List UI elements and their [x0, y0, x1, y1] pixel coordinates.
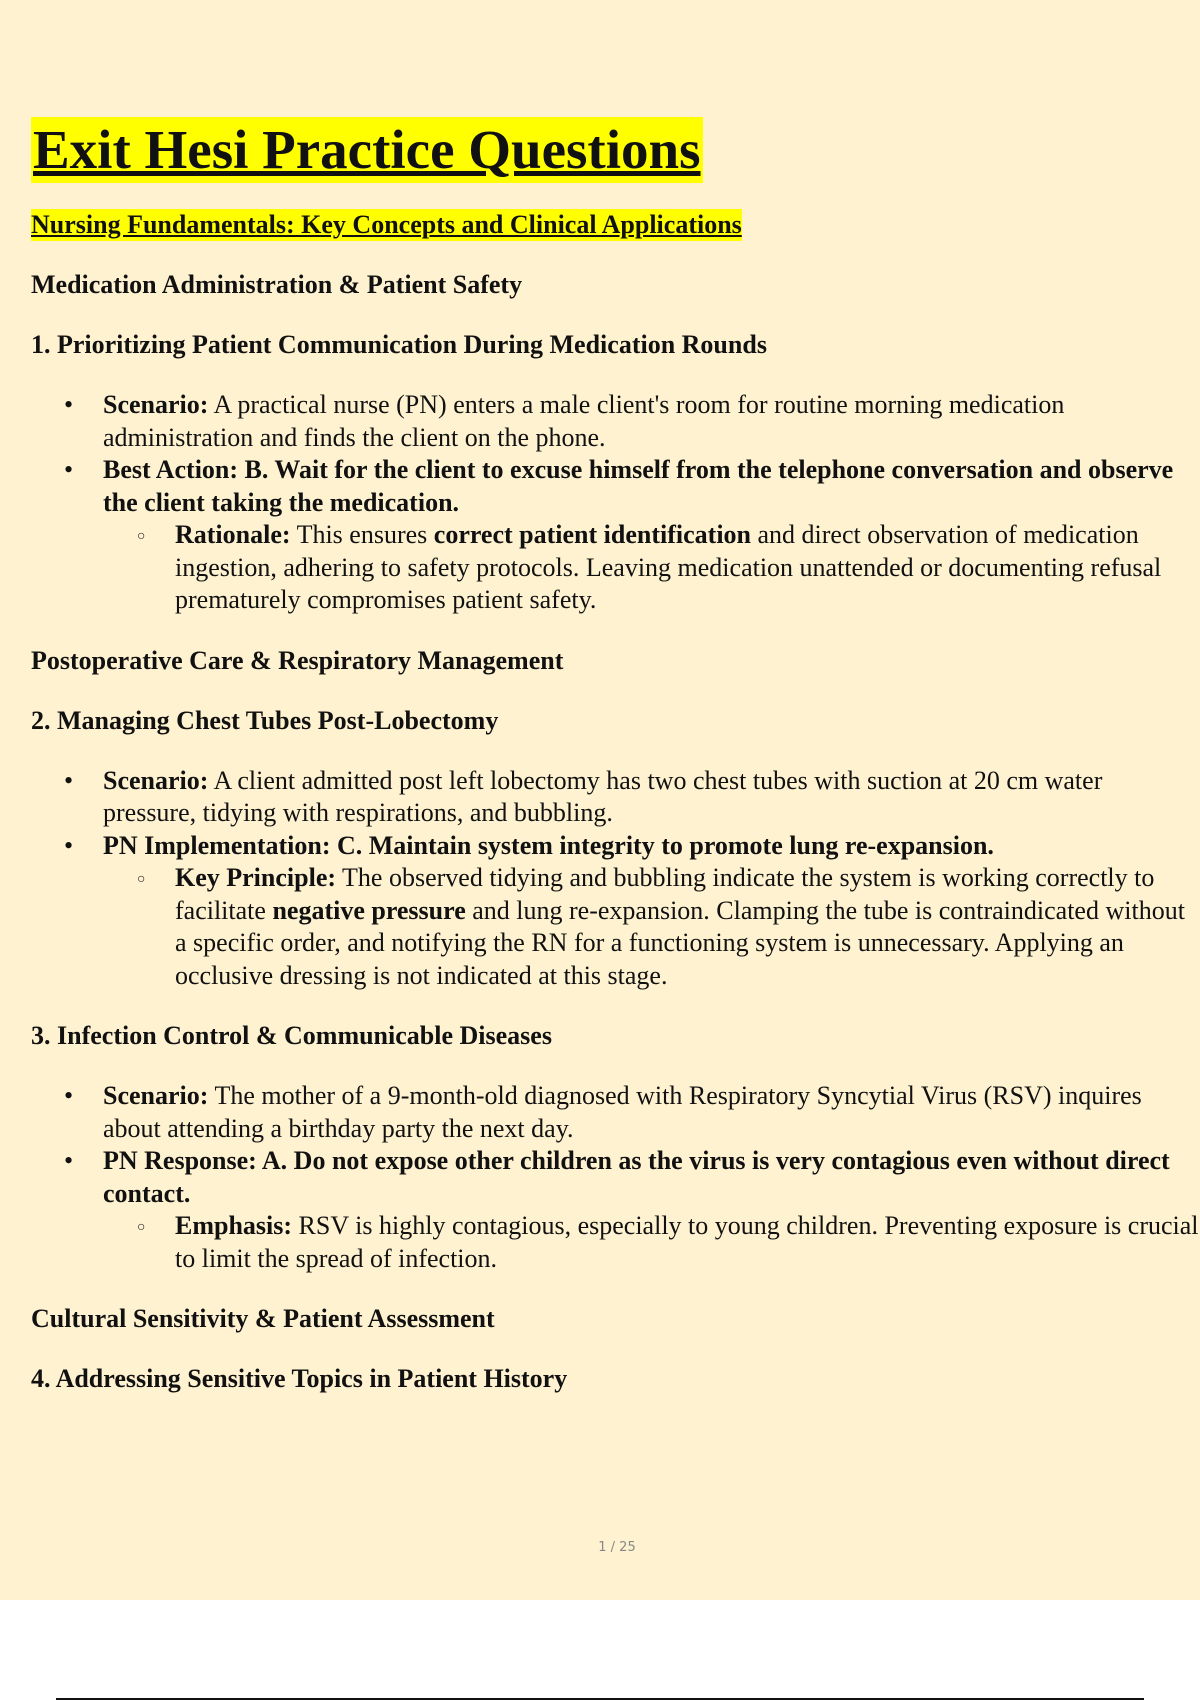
question-title-2: 2. Managing Chest Tubes Post-Lobectomy [31, 705, 499, 735]
key-principle-emphasis: negative pressure [272, 895, 466, 925]
sub-list-item [103, 519, 1200, 617]
rationale-text: and direct observation of medication ingestion, adhering to safety protocols. Leaving medication unattended or documenting refusal prematurely compromises patient safety. [175, 520, 1162, 614]
section-heading-medication: Medication Administration & Patient Safety [31, 270, 523, 299]
document-subtitle: Nursing Fundamentals: Key Concepts and Clinical Applications [31, 210, 742, 239]
page-content [31, 117, 1200, 1395]
question-title-1: 1. Prioritizing Patient Communication During Medication Rounds [31, 330, 767, 359]
question-1-list [31, 389, 1200, 617]
list-item [31, 454, 1200, 617]
sub-list [103, 862, 1200, 992]
question-3-list [31, 1080, 1200, 1275]
list-item [31, 1145, 1200, 1275]
emphasis-text: RSV is highly contagious, especially to young children. Preventing exposure is crucial to limit the spread of infection. [175, 1211, 1199, 1273]
rationale-label: Rationale: [175, 520, 291, 549]
sub-list [103, 519, 1200, 617]
rationale-text: This ensures [290, 520, 434, 549]
sub-list-item [103, 862, 1200, 992]
key-principle-text: The observed tidying and bubbling indicate the system is working correctly to facilitate [175, 863, 1155, 925]
best-action-text: Best Action: B. Wait for the client to excuse himself from the telephone conversation and observe the client taking the medication. [103, 455, 1174, 517]
rationale-emphasis: correct patient identification [433, 520, 751, 549]
scenario-text: A client admitted post left lobectomy has two chest tubes with suction at 20 cm water pressure, tidying with respirations, and bubbling. [103, 765, 1103, 827]
scenario-label: Scenario: [103, 765, 209, 795]
question-title-3: 3. Infection Control & Communicable Diseases [31, 1021, 552, 1050]
list-item [31, 765, 1200, 830]
scenario-label: Scenario: [103, 1081, 209, 1110]
response-text: PN Response: A. Do not expose other children as the virus is very contagious even without direct contact. [103, 1146, 1170, 1208]
list-item [31, 1080, 1200, 1145]
section-heading-postoperative: Postoperative Care & Respiratory Management [31, 645, 564, 675]
sub-list [103, 1210, 1200, 1275]
page-number: 1 / 25 [598, 1540, 636, 1555]
implementation-text: PN Implementation: C. Maintain system integrity to promote lung re-expansion. [103, 830, 994, 860]
sub-list-item [103, 1210, 1200, 1275]
list-item [31, 389, 1200, 454]
scenario-text: A practical nurse (PN) enters a male client's room for routine morning medication administration and finds the client on the phone. [103, 390, 1065, 452]
list-item [31, 830, 1200, 993]
question-2-list [31, 765, 1200, 993]
emphasis-label: Emphasis: [175, 1211, 293, 1240]
scenario-text: The mother of a 9-month-old diagnosed with Respiratory Syncytial Virus (RSV) inquires about attending a birthday party the next day. [103, 1081, 1142, 1143]
key-principle-text: and lung re-expansion. Clamping the tube is contraindicated without a specific order, and notifying the RN for a functioning system is unnecessary. Applying an occlusive dressing is not indicated at this stage. [175, 895, 1185, 990]
section-heading-cultural: Cultural Sensitivity & Patient Assessment [31, 1304, 495, 1333]
document-title: Exit Hesi Practice Questions [31, 117, 703, 183]
key-principle-label: Key Principle: [175, 863, 337, 892]
scenario-label: Scenario: [103, 390, 209, 419]
question-title-4: 4. Addressing Sensitive Topics in Patient History [31, 1364, 568, 1393]
